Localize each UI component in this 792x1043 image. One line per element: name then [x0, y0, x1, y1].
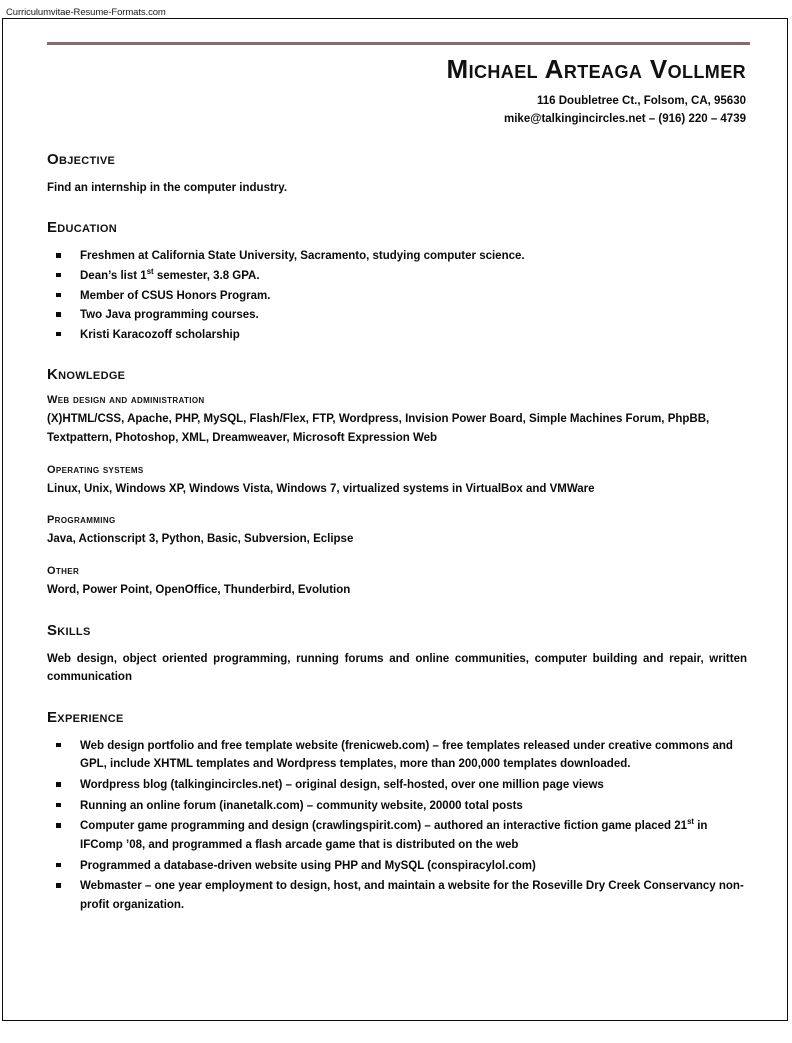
section-heading-experience: Experience [47, 708, 124, 726]
square-bullet-icon [56, 823, 61, 828]
square-bullet-icon [56, 312, 61, 317]
resume-page [2, 18, 788, 1021]
square-bullet-icon [56, 803, 61, 808]
list-item-text: Two Java programming courses. [80, 309, 259, 322]
list-item [47, 877, 747, 914]
knowledge-groups [47, 394, 747, 599]
experience-bullet-list [47, 737, 747, 915]
square-bullet-icon [56, 253, 61, 258]
list-item [47, 797, 747, 816]
ordinal-suffix: st [687, 817, 695, 827]
knowledge-group-heading: Other [47, 564, 80, 577]
list-item-text: Kristi Karacozoff scholarship [80, 328, 240, 341]
education-bullet-list [47, 247, 747, 344]
section-skills [47, 622, 747, 687]
knowledge-group [47, 464, 747, 499]
section-experience [47, 709, 747, 915]
list-item [47, 326, 747, 345]
knowledge-group-heading: Web design and administration [47, 394, 205, 407]
page-title: Michael Arteaga Vollmer [446, 53, 746, 84]
square-bullet-icon [56, 743, 61, 748]
list-item-text: Running an online forum (inanetalk.com) – community website, 20000 total posts [80, 799, 523, 812]
square-bullet-icon [56, 863, 61, 868]
list-item-text: Programmed a database-driven website using PHP and MySQL (conspiracylol.com) [80, 859, 536, 872]
list-item-text: Member of CSUS Honors Program. [80, 289, 271, 302]
knowledge-group-heading: Operating systems [47, 463, 144, 476]
square-bullet-icon [56, 782, 61, 787]
list-item [47, 287, 747, 306]
section-heading-skills: Skills [47, 621, 91, 639]
section-heading-objective: Objective [47, 150, 116, 168]
section-knowledge [47, 366, 747, 599]
section-heading-education: Education [47, 219, 117, 237]
contact-block [47, 93, 747, 129]
knowledge-group-text: Word, Power Point, OpenOffice, Thunderbird, Evolution [47, 583, 351, 596]
square-bullet-icon [56, 332, 61, 337]
list-item-text: Freshmen at California State University, Sacramento, studying computer science. [80, 250, 525, 263]
square-bullet-icon [56, 293, 61, 298]
list-item [47, 776, 747, 795]
knowledge-group [47, 514, 747, 549]
knowledge-group-text: Linux, Unix, Windows XP, Windows Vista, Windows 7, virtualized systems in VirtualBox and VMWare [47, 482, 595, 495]
knowledge-group [47, 394, 747, 447]
contact-email-phone: mike@talkingincircles.net – (916) 220 – 4739 [504, 112, 746, 125]
objective-text: Find an internship in the computer industry. [47, 181, 288, 194]
list-item-text-cont: in IFComp ’08, and programmed a flash arcade game that is distributed on the web [80, 820, 708, 851]
ordinal-suffix: st [146, 267, 154, 277]
list-item [47, 306, 747, 325]
list-item [47, 817, 747, 854]
list-item [47, 857, 747, 876]
knowledge-group-text: Java, Actionscript 3, Python, Basic, Subversion, Eclipse [47, 533, 354, 546]
list-item-text: Wordpress blog (talkingincircles.net) – original design, self-hosted, over one million page views [80, 779, 604, 792]
section-objective [47, 151, 747, 198]
header-divider [47, 42, 750, 45]
contact-address: 116 Doubletree Ct., Folsom, CA, 95630 [537, 95, 746, 108]
square-bullet-icon [56, 273, 61, 278]
list-item [47, 247, 747, 266]
list-item [47, 267, 747, 286]
list-item-text: Webmaster – one year employment to design, host, and maintain a website for the Roseville Dry Creek Conservancy non-profit organization. [80, 880, 744, 911]
list-item-text-cont: semester, 3.8 GPA. [153, 269, 260, 282]
skills-text: Web design, object oriented programming, running forums and online communities, computer building and repair, written communication [47, 652, 747, 684]
knowledge-group-text: (X)HTML/CSS, Apache, PHP, MySQL, Flash/Flex, FTP, Wordpress, Invision Power Board, Simple Machines Forum, PhpBB, Textpattern, Photoshop, XML, Dreamweaver, Microsoft Expression Web [47, 413, 710, 445]
list-item-text: Dean’s list 1 [80, 269, 147, 282]
name-block [47, 55, 747, 84]
list-item [47, 737, 747, 774]
knowledge-group [47, 565, 747, 600]
list-item-text: Computer game programming and design (crawlingspirit.com) – authored an interactive fiction game placed 21 [80, 820, 688, 833]
watermark-bar [0, 0, 792, 18]
section-education [47, 219, 747, 344]
square-bullet-icon [56, 883, 61, 888]
resume-content [3, 42, 787, 1043]
knowledge-group-heading: Programming [47, 514, 116, 527]
list-item-text: Web design portfolio and free template website (frenicweb.com) – free templates released under creative commons and GPL, include XHTML templates and Wordpress templates, more than 200,000 templates downloaded. [80, 739, 733, 771]
watermark-label: Curriculumvitae-Resume-Formats.com [6, 7, 166, 18]
section-heading-knowledge: Knowledge [47, 366, 126, 384]
